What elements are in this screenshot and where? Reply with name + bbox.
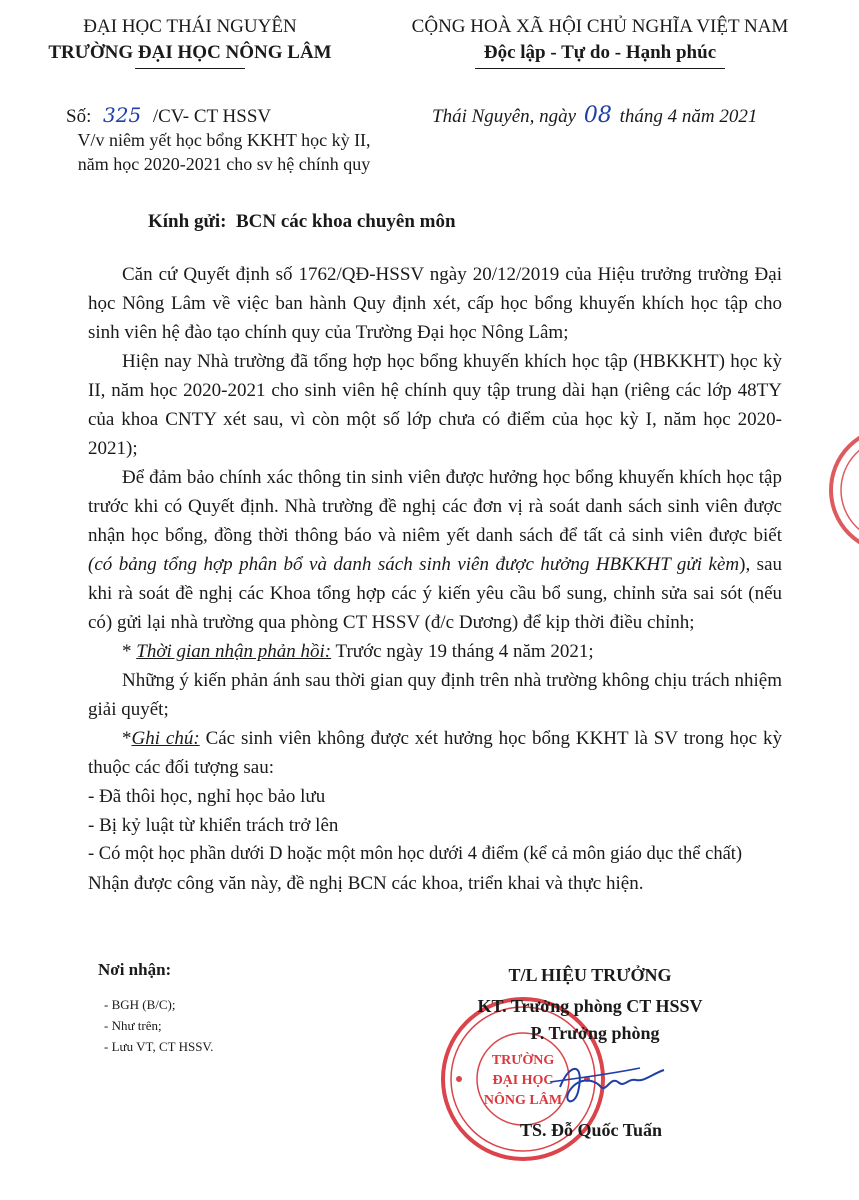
document-date: [432, 103, 757, 128]
recipient-item: - BGH (B/C);: [104, 997, 176, 1012]
handwritten-signature: [540, 1052, 670, 1112]
issuing-school: TRƯỜNG ĐẠI HỌC NÔNG LÂM: [48, 42, 332, 63]
sign-subtitle: P. Trưởng phòng: [530, 1023, 660, 1043]
deadline-label: Thời gian nhận phản hồi:: [136, 641, 332, 662]
edge-seal-fragment: [818, 420, 859, 560]
seal-text-1: TRƯỜNG: [491, 1053, 555, 1068]
deadline-star: *: [122, 641, 137, 662]
addressee-value: BCN các khoa chuyên môn: [235, 211, 456, 232]
exclusion-item: - Có một học phần dưới D hoặc một môn học dưới 4 điểm (kể cả môn giáo dục thể chất): [88, 844, 743, 864]
doc-number-value: 325: [103, 103, 142, 127]
motto-underline: [475, 68, 725, 69]
subject-line-2: năm học 2020-2021 cho sv hệ chính quy: [77, 154, 371, 174]
signature-block: [440, 962, 740, 1047]
national-header: [370, 14, 830, 69]
note-star: *: [122, 728, 132, 749]
note-text: Các sinh viên không được xét hưởng học bổng KKHT là SV trong học kỳ thuộc các đối tượng sau:: [88, 728, 782, 778]
paragraph-current-status: Hiện nay Nhà trường đã tổng hợp học bổng khuyến khích học tập (HBKKHT) học kỳ II, năm học 2020-2021 cho sinh viên hệ chính quy tập trung dài hạn (riêng các lớp 48TY của khoa CNTY xét sau, vì còn một số lớp chưa có điểm của học kỳ I, năm học 2020-2021);: [88, 351, 782, 459]
paragraph-note: [88, 724, 782, 782]
recipients-heading: Nơi nhận:: [98, 960, 172, 979]
paragraph-responsibility: Những ý kiến phản ánh sau thời gian quy định trên nhà trường không chịu trách nhiệm giải quyết;: [88, 670, 782, 720]
date-prefix: Thái Nguyên, ngày: [432, 106, 577, 127]
date-suffix: tháng 4 năm 2021: [619, 106, 758, 127]
note-label: Ghi chú:: [131, 728, 200, 749]
paragraph-closing: Nhận được công văn này, đề nghị BCN các khoa, triển khai và thực hiện.: [88, 873, 644, 894]
seal-text-2: ĐẠI HỌC: [492, 1073, 554, 1088]
doc-number-suffix: /CV- CT HSSV: [152, 106, 272, 127]
request-text-b: ), sau khi rà soát đề nghị các Khoa tổng hợp các ý kiến yêu cầu bổ sung, chỉnh sửa sai sót (nếu có) gửi lại nhà trường qua phòng CT HSSV (đ/c Dương) để kịp thời điều chỉnh;: [88, 554, 783, 633]
paragraph-request: [88, 463, 782, 637]
sign-authority: T/L HIỆU TRƯỞNG: [508, 965, 672, 985]
issuer-header: [40, 14, 340, 69]
document-number: [66, 103, 271, 128]
recipient-item: - Lưu VT, CT HSSV.: [104, 1039, 214, 1054]
addressee: [148, 211, 456, 233]
exclusion-item: - Đã thôi học, nghỉ học bảo lưu: [88, 786, 326, 807]
subject-line-1: V/v niêm yết học bổng KKHT học kỳ II,: [77, 130, 371, 150]
doc-number-prefix: Số:: [66, 106, 92, 127]
letter-body: [88, 260, 782, 898]
request-attachment-note: (có bảng tổng hợp phân bổ và danh sách sinh viên được hưởng HBKKHT gửi kèm: [88, 554, 740, 575]
recipients-list: [104, 994, 213, 1057]
deadline-text: Trước ngày 19 tháng 4 năm 2021;: [331, 641, 594, 662]
recipient-item: - Như trên;: [104, 1018, 162, 1033]
paragraph-basis: Căn cứ Quyết định số 1762/QĐ-HSSV ngày 20/12/2019 của Hiệu trưởng trường Đại học Nông Lâm về việc ban hành Quy định xét, cấp học bổng khuyến khích học tập cho sinh viên hệ đào tạo chính quy của Trường Đại học Nông Lâm;: [88, 264, 782, 343]
issuer-underline: [135, 68, 245, 69]
national-motto: Độc lập - Tự do - Hạnh phúc: [483, 42, 717, 63]
document-subject: [64, 128, 384, 176]
national-title: CỘNG HOÀ XÃ HỘI CHỦ NGHĨA VIỆT NAM: [411, 16, 789, 37]
sign-title: KT. Trưởng phòng CT HSSV: [477, 996, 703, 1016]
exclusion-item: - Bị kỷ luật từ khiển trách trở lên: [88, 815, 339, 836]
addressee-label: Kính gửi:: [148, 211, 227, 232]
signer-name: TS. Đỗ Quốc Tuấn: [520, 1120, 663, 1140]
seal-text-3: NÔNG LÂM: [483, 1093, 563, 1108]
parent-organization: ĐẠI HỌC THÁI NGUYÊN: [83, 16, 297, 37]
date-day: 08: [583, 103, 612, 128]
request-text-a: Để đảm bảo chính xác thông tin sinh viên được hưởng học bổng khuyến khích học tập trước khi có Quyết định. Nhà trường đề nghị các đơn vị rà soát danh sách sinh viên được nhận học bổng, đồng thời thông báo và niêm yết danh sách để tất cả sinh viên được biết: [88, 467, 782, 546]
paragraph-deadline: [88, 637, 782, 666]
